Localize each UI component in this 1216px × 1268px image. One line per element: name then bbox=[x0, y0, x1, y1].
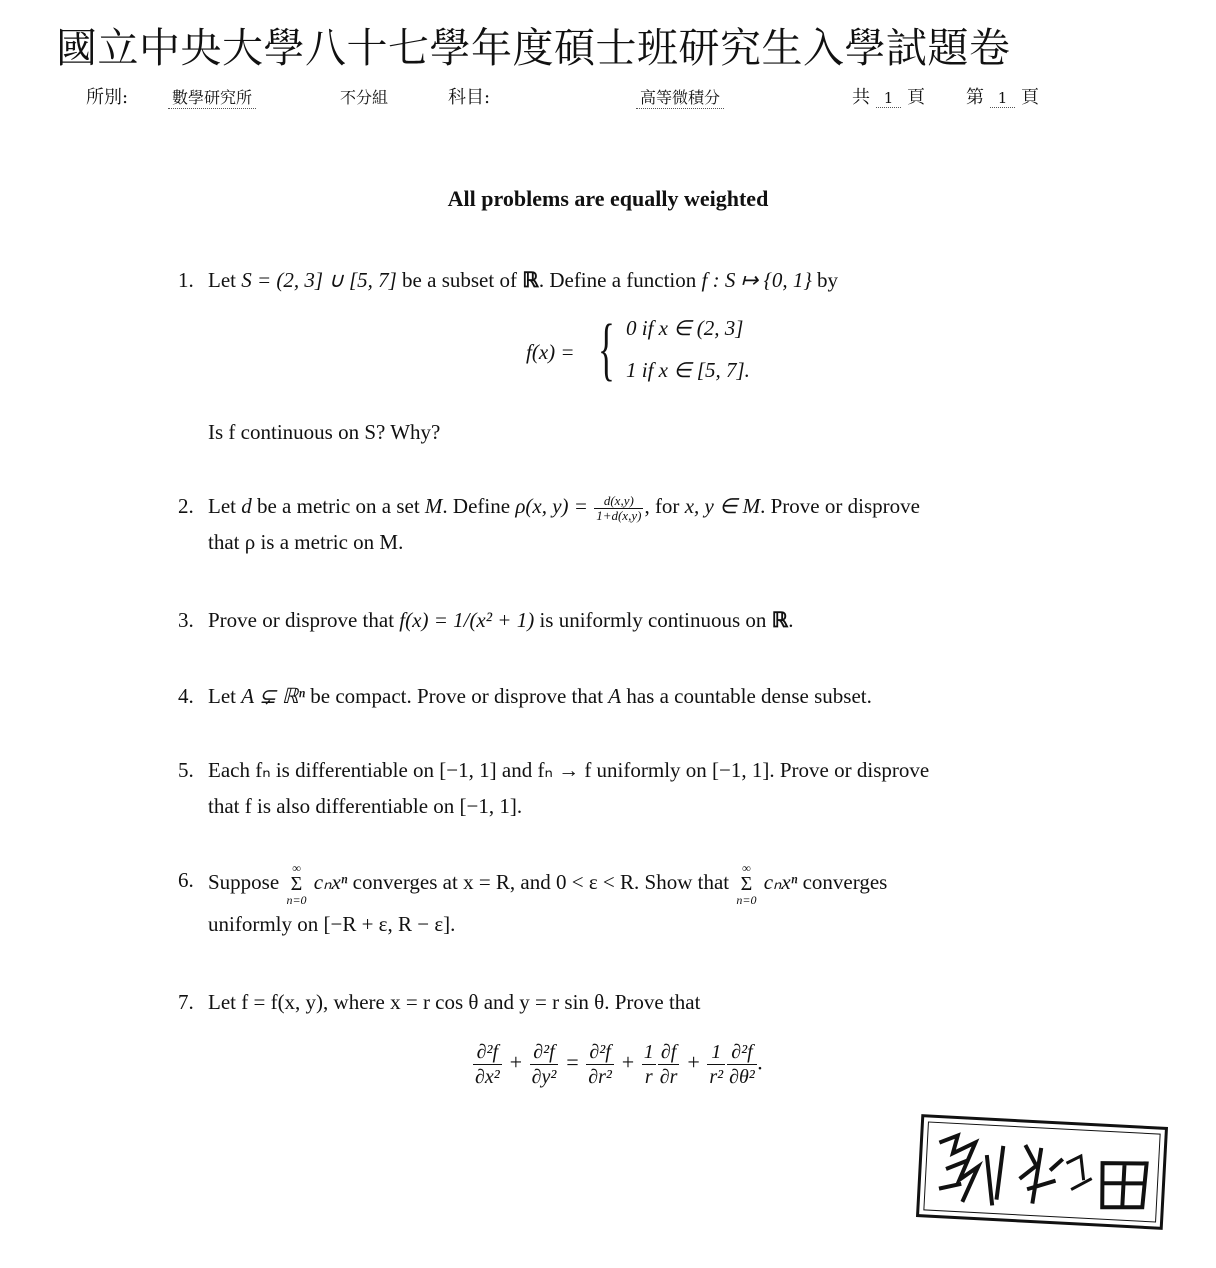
case-1: 0 if x ∈ (2, 3] bbox=[626, 316, 744, 340]
signature-seal bbox=[913, 1111, 1170, 1232]
summation: ∞ Σ n=0 bbox=[286, 861, 307, 907]
piecewise-definition: f(x) = { 0 if x ∈ (2, 3] 1 if x ∈ [5, 7]. bbox=[526, 311, 750, 388]
problem-4: 4. Let A ⊊ ℝⁿ be compact. Prove or disprove that A has a countable dense subset. bbox=[178, 678, 1108, 714]
subject-label: 科目: bbox=[448, 87, 491, 108]
problem-number: 2. bbox=[178, 494, 194, 518]
problem-5: 5. Each fₙ is differentiable on [−1, 1] and fₙ → f uniformly on [−1, 1]. Prove or disprove that f is also differentiable on [−1, 1]. bbox=[178, 752, 1108, 824]
page-count: 共 1 頁 bbox=[852, 87, 926, 108]
metric-fraction: $\frac{d(x,y)}{1+d(x,y)}$ bbox=[596, 492, 642, 523]
instructions-heading: All problems are equally weighted bbox=[447, 186, 769, 211]
dept-value: 數學研究所 bbox=[168, 86, 256, 110]
problem-number: 5. bbox=[178, 758, 194, 782]
problem-1: 1. Let S = (2, 3] ∪ [5, 7] be a subset of ℝ. Define a function f : S ↦ {0, 1} by bbox=[178, 262, 1108, 298]
case-2: 1 if x ∈ [5, 7]. bbox=[626, 358, 750, 382]
page-number: 第 1 頁 bbox=[966, 87, 1040, 108]
subject-value: 高等微積分 bbox=[636, 86, 724, 110]
problem-number: 4. bbox=[178, 684, 194, 708]
summation: ∞ Σ n=0 bbox=[736, 861, 757, 907]
problem-number: 7. bbox=[178, 990, 194, 1014]
problem-6: 6. Suppose ∞ Σ n=0 cₙxⁿ converges at x = R, and 0 < ε < R. Show that ∞ Σ n=0 cₙxⁿ converges uniformly on [−R + ε, R − ε]. bbox=[178, 861, 888, 936]
problem-2: 2. Let d be a metric on a set M. Define ρ(x, y) = $\frac{d(x,y)}{1+d(x,y)}$ , for x, y ∈ M. Prove or disprove that ρ is a metric on M. bbox=[178, 488, 1108, 560]
laplacian-equation: $\frac{\text{∂²f}}{\text{∂x²}}$ + $\frac{\text{∂²f}}{\text{∂y²}}$ = $\frac{\text{∂²f}}{\text{∂r²}}$ + $\frac{1}{r}$ $\frac{\partial f}{\partial r}$ + $\frac{1}{\text{r²}}$ $\frac{\text{∂²f}}{\text{∂θ²}}$ . bbox=[475, 1041, 764, 1088]
problem-number: 3. bbox=[178, 608, 194, 632]
dept-label: 所別: bbox=[86, 87, 129, 108]
exam-title: 國立中央大學八十七學年度碩士班研究生入學試題卷 bbox=[56, 24, 1011, 72]
problem-7: 7. Let f = f(x, y), where x = r cos θ and y = r sin θ. Prove that bbox=[178, 984, 1108, 1020]
problem-number: 1. bbox=[178, 268, 194, 292]
group-value: 不分組 bbox=[340, 88, 389, 107]
problem-1-question: Is f continuous on S? Why? bbox=[208, 420, 441, 444]
problem-number: 6. bbox=[178, 868, 194, 892]
problem-3: 3. Prove or disprove that f(x) = 1/(x² + 1) is uniformly continuous on ℝ. bbox=[178, 602, 1108, 638]
